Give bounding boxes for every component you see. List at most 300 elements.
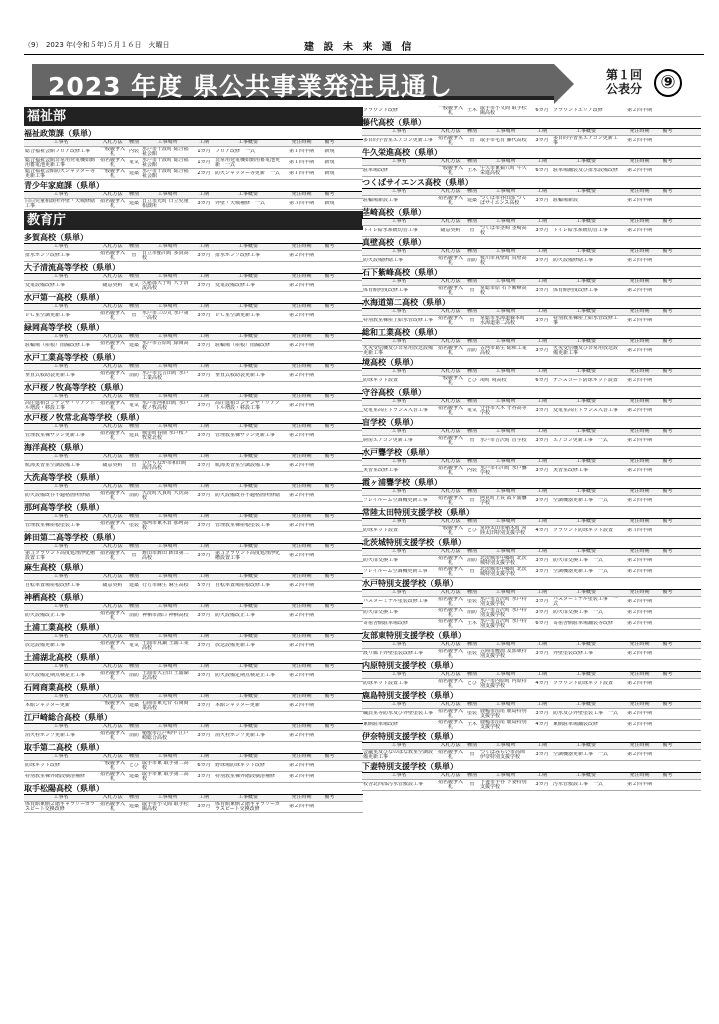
table-row <box>362 376 701 387</box>
column-header: 工期 <box>198 634 209 640</box>
column-header: 工事名 <box>53 192 69 198</box>
column-header: 工事場所 <box>495 489 516 495</box>
column-header: 種別 <box>466 459 477 465</box>
table-cell: 随意契約 <box>440 228 461 234</box>
column-header: 入札方法 <box>102 484 123 490</box>
column-header: 備考 <box>662 672 673 678</box>
column-header: 備考 <box>662 429 673 435</box>
column-header: 工事場所 <box>157 544 178 550</box>
table-cell: 一般競争入札 <box>437 165 463 176</box>
table-row <box>362 556 701 567</box>
table-cell: つくば市茎崎 茎崎高校 <box>480 225 527 236</box>
column-header: 工事場所 <box>157 634 178 640</box>
column-header: 工期 <box>198 544 209 550</box>
table-cell: 塗装 <box>466 599 477 605</box>
table-row <box>24 671 363 682</box>
column-header: 備考 <box>324 334 335 340</box>
column-header: 入札方法 <box>102 192 123 198</box>
banner-arrow <box>554 64 574 104</box>
column-header: 工期 <box>536 249 547 255</box>
column-header: 発注時期 <box>629 309 650 315</box>
table-cell: 渡り廊下外壁塗装改修工事 <box>363 651 424 657</box>
table-cell: 管 <box>131 253 137 259</box>
table-row <box>362 709 701 720</box>
table-cell: 第２四半期 <box>626 599 652 605</box>
table-cell: 電気 <box>466 408 477 414</box>
table-cell: 3カ月 <box>535 651 549 657</box>
school-name: 江戸崎総合高校（県単） <box>24 712 363 724</box>
column-header: 工期 <box>198 754 209 760</box>
table-row <box>24 802 363 813</box>
table-cell: 第２四半期 <box>626 711 652 717</box>
table-cell: 3カ月 <box>197 643 211 649</box>
table-cell: 特別教室棟屋上給水管改修工事 <box>363 318 434 324</box>
school-name: 境高校（県単） <box>362 357 701 369</box>
project-table <box>362 773 701 791</box>
table-cell: トイレ給水系統切替工事 <box>553 228 608 234</box>
column-header: 工事場所 <box>495 309 516 315</box>
table-cell: 指名競争入札 <box>437 435 463 446</box>
project-table <box>362 339 701 357</box>
column-header: 入札方法 <box>440 519 461 525</box>
table-cell: 日立市鮎川町 多賀高校 <box>142 250 189 261</box>
table-cell: 垂直式救助袋更新工事 <box>215 373 266 379</box>
table-cell: 神栖市溝口 神栖高校 <box>142 613 189 619</box>
table-cell: 防球ネット設置工事 <box>363 681 409 687</box>
table-cell: 第３グラウンド高度処理浄化槽設置工事 <box>25 550 96 561</box>
column-header: 工事名 <box>53 334 69 340</box>
table-cell: 水戸市吉沢町 水戸特別支援学校 <box>480 607 527 618</box>
table-cell: 指名競争入札 <box>437 555 463 566</box>
table-cell: 4カ月 <box>535 722 549 728</box>
table-cell: 塗装 <box>466 711 477 717</box>
table-cell: 水戸市河和田町 水戸桜ノ牧高校 <box>142 400 189 411</box>
table-cell: 指名競争入札 <box>437 648 463 659</box>
school-name: 水戸聾学校（県単） <box>362 447 701 459</box>
column-header: 種別 <box>466 189 477 195</box>
column-header: 工期 <box>536 279 547 285</box>
column-header: 工事場所 <box>157 424 178 430</box>
table-cell: 変電室高圧トランス入替工事 <box>553 408 618 414</box>
school-name: 鹿島特別支援学校（県単） <box>362 690 701 702</box>
column-header: 工事概要 <box>237 192 258 198</box>
table-cell: 防火設備改正工事 <box>25 613 66 619</box>
table-cell: 放送設備更新工事 <box>215 643 256 649</box>
column-header: 工期 <box>536 339 547 345</box>
table-cell: 防火設備修繕工事 <box>363 258 404 264</box>
column-header: 工事概要 <box>575 399 596 405</box>
table-cell: 一般競争入札 <box>437 105 463 116</box>
school-name: 内原特別支援学校（県単） <box>362 660 701 672</box>
column-header: 工事概要 <box>575 519 596 525</box>
table-row <box>362 619 701 630</box>
table-cell: 第２四半期 <box>626 348 652 354</box>
school-name: 大子清流高等学校（県単） <box>24 262 363 274</box>
column-header: 工事概要 <box>237 574 258 580</box>
column-header: 発注時期 <box>629 549 650 555</box>
column-header: 備考 <box>324 664 335 670</box>
column-header: 発注時期 <box>291 514 312 520</box>
column-header: 種別 <box>128 694 139 700</box>
column-header: 備考 <box>324 394 335 400</box>
table-cell: 笠間市鯉淵 友部東特別支援学校 <box>480 648 527 659</box>
table-row <box>362 106 701 117</box>
table-cell: 寄宿舎側駐車場舗装等改修 <box>553 621 614 627</box>
table-cell: 3カ月 <box>535 228 549 234</box>
table-cell: 新規 <box>324 201 335 207</box>
column-header: 入札方法 <box>440 459 461 465</box>
table-cell: グラウンド防球ネット設置 <box>553 681 614 687</box>
column-header: 工事概要 <box>237 140 258 146</box>
table-cell: 第２四半期 <box>626 438 652 444</box>
table-cell: 電気 <box>128 160 139 166</box>
table-cell: 指名競争入札 <box>437 285 463 296</box>
table-cell: 指名競争入札 <box>99 550 125 561</box>
column-header: 備考 <box>324 514 335 520</box>
table-cell: 指名競争入札 <box>437 749 463 760</box>
column-header: 工期 <box>198 192 209 198</box>
table-cell: 指名競争入札 <box>437 315 463 326</box>
table-row <box>362 608 701 619</box>
column-header: 発注時期 <box>629 672 650 678</box>
school-name: 藤代高校（県単） <box>362 117 701 129</box>
column-header: 工事名 <box>391 159 407 165</box>
table-cell: 会議室及びなのはな教室空調設備更新工事 <box>363 749 434 760</box>
table-cell: 一般競争入札 <box>99 760 125 771</box>
table-cell: 駐輪場新設工事 <box>363 198 399 204</box>
column-header: 発注時期 <box>629 429 650 435</box>
table-cell: 管理教室棟サッシ更新工事 <box>215 433 275 439</box>
column-header: 工事名 <box>53 140 69 146</box>
project-table <box>362 159 701 177</box>
table-cell: 防火設備修繕工事 <box>553 258 594 264</box>
table-cell: 3カ月 <box>197 733 211 739</box>
column-header: 工事場所 <box>157 394 178 400</box>
column-header: 発注時期 <box>629 459 650 465</box>
table-cell: 変電室高圧トランス入替工事 <box>363 408 428 414</box>
table-cell: 3カ月 <box>197 804 211 810</box>
table-cell: 第２四半期 <box>626 610 652 616</box>
column-header: 工期 <box>536 219 547 225</box>
column-header: 種別 <box>128 754 139 760</box>
table-cell: 建築 <box>128 804 139 810</box>
column-header: 備考 <box>324 304 335 310</box>
table-row <box>362 649 701 660</box>
column-header: 工事場所 <box>495 189 516 195</box>
table-cell: 6カ月 <box>535 378 549 384</box>
table-cell: 第２四半期 <box>288 253 314 259</box>
column-header: 備考 <box>662 339 673 345</box>
table-cell: 3カ月 <box>535 468 549 474</box>
table-cell: とび <box>466 528 477 534</box>
table-cell: 3カ月 <box>197 373 211 379</box>
table-cell: 鹿嶋市沼尾 鹿島特別支援学校 <box>480 708 527 719</box>
table-cell: 新規 <box>324 160 335 166</box>
project-table <box>362 106 701 117</box>
table-cell: 3カ月 <box>535 138 549 144</box>
table-cell: 第２四半期 <box>626 378 652 384</box>
table-cell: 3カ月 <box>197 703 211 709</box>
column-header: 種別 <box>128 394 139 400</box>
column-header: 工期 <box>536 189 547 195</box>
column-header: 入札方法 <box>440 672 461 678</box>
table-cell: 日立市光町 日立児童相談所 <box>142 198 189 209</box>
table-cell: 管 <box>469 318 475 324</box>
table-cell: 内装 <box>466 468 477 474</box>
column-header: 種別 <box>128 604 139 610</box>
column-header: 備考 <box>324 484 335 490</box>
column-header: 入札方法 <box>440 369 461 375</box>
table-cell: 電気 <box>128 643 139 649</box>
table-cell: 航海実習室空調設備工事 <box>25 463 81 469</box>
table-cell: 3カ月 <box>535 711 549 717</box>
table-cell: 指名競争入札 <box>437 255 463 266</box>
table-cell: 電気 <box>128 403 139 409</box>
column-header: 工期 <box>198 694 209 700</box>
table-cell: 防火扉交換工事 <box>363 558 399 564</box>
column-header: 工期 <box>198 364 209 370</box>
table-cell: 排水ポンプ改修工事 <box>215 253 261 259</box>
table-cell: 北茨城市中郷町 北茨城特別支援学校 <box>480 555 527 566</box>
column-header: 発注時期 <box>291 574 312 580</box>
column-header: 工期 <box>198 724 209 730</box>
column-header: 備考 <box>662 702 673 708</box>
project-table <box>24 544 363 562</box>
table-cell: 外壁塗装改修工事 <box>553 651 594 657</box>
table-cell: 塗装 <box>466 651 477 657</box>
table-cell: 3カ月 <box>197 253 211 259</box>
column-header: 備考 <box>324 192 335 198</box>
table-cell: 第３四半期 <box>288 201 314 207</box>
table-cell: 指名競争入札 <box>99 520 125 531</box>
round-line1: 第１回 <box>606 68 643 82</box>
table-cell: 第２四半期 <box>288 613 314 619</box>
table-row <box>24 431 363 442</box>
table-cell: 那珂市東木倉 那珂高校 <box>142 520 189 531</box>
school-name: 大洗高等学校（県単） <box>24 472 363 484</box>
table-cell: 垂直式救助袋更新工事 <box>25 373 76 379</box>
table-cell: 厨房エアコン更新工事 <box>363 438 413 444</box>
table-cell: 駐輪場（屋根）雨漏改修工事 <box>25 343 91 349</box>
column-header: 工事名 <box>391 519 407 525</box>
column-header: 工事名 <box>391 249 407 255</box>
table-cell: 消防 <box>466 558 477 564</box>
table-cell: 管 <box>469 438 475 444</box>
table-row <box>362 567 701 578</box>
table-cell: 高圧進相コンデンサ・リアクトル増設・移設工事 <box>25 400 95 411</box>
column-header: 工事名 <box>53 274 69 280</box>
table-cell: 第２四半期 <box>288 774 314 780</box>
column-header: 種別 <box>466 672 477 678</box>
column-header: 工事場所 <box>495 642 516 648</box>
table-row <box>362 780 701 791</box>
table-row <box>362 166 701 177</box>
round-line2: 公表分 <box>606 82 643 96</box>
column-header: 工事概要 <box>575 429 596 435</box>
table-cell: ＰＣ室空調更新工事 <box>215 313 261 319</box>
table-cell: 電気 <box>128 283 139 289</box>
column-header: 入札方法 <box>440 249 461 255</box>
school-name: 麻生高校（県単） <box>24 562 363 574</box>
column-header: 備考 <box>662 219 673 225</box>
table-cell: 消防 <box>128 613 139 619</box>
column-header: 工事概要 <box>575 279 596 285</box>
table-cell: 3カ月 <box>535 408 549 414</box>
table-row <box>24 401 363 412</box>
table-cell: 第２四半期 <box>288 373 314 379</box>
table-cell: 寄宿舎側駐車場改修 <box>363 621 409 627</box>
table-cell: テニスコート防球ネット設置 <box>553 378 618 384</box>
table-cell: 特別教室棟屋上給水管改修工事 <box>553 315 619 326</box>
table-cell: 外壁・天城補修 一式 <box>215 201 266 207</box>
table-cell: 桜川市真壁町 真壁高校 <box>480 255 527 266</box>
column-header: 備考 <box>324 140 335 146</box>
table-cell: 取手市東 取手第二高校 <box>142 760 189 771</box>
column-header: 備考 <box>324 364 335 370</box>
column-header: 発注時期 <box>291 244 312 250</box>
column-header: 工期 <box>198 140 209 146</box>
table-cell: 指名競争入札 <box>99 340 125 351</box>
column-header: 工事名 <box>53 424 69 430</box>
table-cell: 体育館東側２階ギャラリーガラスビート交換改修 <box>215 801 280 812</box>
column-header: 入札方法 <box>440 642 461 648</box>
project-table <box>362 489 701 507</box>
column-header: 種別 <box>128 274 139 280</box>
table-cell: ひたちなか市和田町 海洋高校 <box>142 460 188 471</box>
table-cell: 3カ月 <box>197 493 211 499</box>
table-cell: 第２四半期 <box>288 703 314 709</box>
project-table <box>24 634 363 652</box>
table-cell: 第２四半期 <box>288 763 314 769</box>
table-cell: 境町 境高校 <box>480 378 507 384</box>
school-name: つくばサイエンス高校（県単） <box>362 177 701 189</box>
column-header: 入札方法 <box>102 574 123 580</box>
column-header: 種別 <box>128 484 139 490</box>
column-header: 備考 <box>662 489 673 495</box>
column-header: 工事概要 <box>575 369 596 375</box>
column-header: 工期 <box>198 304 209 310</box>
column-header: 入札方法 <box>102 664 123 670</box>
table-cell: 消防 <box>128 373 139 379</box>
school-name: 土浦湖北高校（県単） <box>24 652 363 664</box>
table-cell: 新規 <box>324 149 335 155</box>
table-cell: 第２四半期 <box>626 408 652 414</box>
table-cell: 随意契約 <box>102 583 123 589</box>
table-cell: 大洗町大貫町 大洗高校 <box>142 490 189 501</box>
table-cell: 消防 <box>466 258 477 264</box>
column-header: 発注時期 <box>291 304 312 310</box>
table-cell: 3カ月 <box>535 498 549 504</box>
table-cell: 3カ月 <box>197 433 211 439</box>
column-header: 発注時期 <box>629 369 650 375</box>
column-header: 工事場所 <box>157 664 178 670</box>
table-cell: 第１四半期 <box>288 171 314 177</box>
school-name: 石下紫峰高校（県単） <box>362 267 701 279</box>
column-header: 種別 <box>466 590 477 596</box>
table-row <box>24 731 363 742</box>
table-cell: 指名競争入札 <box>437 405 463 416</box>
column-header: 備考 <box>324 634 335 640</box>
column-header: 工事名 <box>53 724 69 730</box>
table-cell: 第２四半期 <box>288 343 314 349</box>
column-header: 工事名 <box>391 702 407 708</box>
table-cell: 3カ月 <box>535 438 549 444</box>
table-cell: 水戸市千波町 総合福祉会館 <box>142 157 189 168</box>
table-cell: 管 <box>131 463 137 469</box>
project-table <box>362 219 701 237</box>
column-header: 発注時期 <box>291 694 312 700</box>
column-header: 工事概要 <box>237 244 258 250</box>
school-name: 福祉政策課（県単） <box>24 128 363 140</box>
column-header: 工事場所 <box>157 604 178 610</box>
column-header: 工期 <box>198 394 209 400</box>
table-cell: 随意契約 <box>102 283 123 289</box>
column-header: 発注時期 <box>291 724 312 730</box>
school-name: 総和工業高校（県単） <box>362 327 701 339</box>
column-header: 種別 <box>128 424 139 430</box>
column-header: 備考 <box>662 159 673 165</box>
table-cell: 体育館東側２階ギャラリーガラスビート交換改修 <box>25 801 95 812</box>
table-cell: 第２四半期 <box>288 643 314 649</box>
column-header: 発注時期 <box>291 334 312 340</box>
column-header: 工事概要 <box>237 424 258 430</box>
table-cell: 建築 <box>466 198 477 204</box>
table-cell: 第２四半期 <box>626 498 652 504</box>
column-header: 備考 <box>324 574 335 580</box>
column-header: 工事概要 <box>575 773 596 779</box>
table-cell: 第２四半期 <box>626 681 652 687</box>
table-cell: 水戸市元吉田町 水戸工業高校 <box>142 370 189 381</box>
table-cell: 指名競争入札 <box>99 310 125 321</box>
table-cell: 指名競争入札 <box>437 345 463 356</box>
school-name: 那珂高等学校（県単） <box>24 502 363 514</box>
column-header: 工事概要 <box>237 724 258 730</box>
column-header: 種別 <box>466 219 477 225</box>
school-name: 友部東特別支援学校（県単） <box>362 630 701 642</box>
column-header: 工事場所 <box>495 519 516 525</box>
column-header: 工期 <box>198 244 209 250</box>
column-header: 工事名 <box>53 484 69 490</box>
column-header: 種別 <box>128 544 139 550</box>
table-cell: 水戸市千波町 総合福祉会館 <box>142 168 189 179</box>
column-header: 工事場所 <box>157 694 178 700</box>
table-row <box>362 316 701 327</box>
table-cell: 水戸市吉沢町 水戸特別支援学校 <box>480 618 527 629</box>
table-cell: 管理教室棟屋根塗装工事 <box>25 523 81 529</box>
table-cell: 指名競争入札 <box>437 566 463 577</box>
column-header: 工事名 <box>391 429 407 435</box>
table-cell: 放送設備更新工事 <box>25 643 66 649</box>
table-cell: 第２四半期 <box>288 673 314 679</box>
right-column <box>362 106 701 791</box>
table-cell: 消火栓ポンプ更新工事 <box>215 733 266 739</box>
table-cell: 第２四半期 <box>288 583 314 589</box>
column-header: 種別 <box>466 279 477 285</box>
table-row <box>362 679 701 690</box>
project-table <box>24 304 363 322</box>
table-cell: 5カ月 <box>197 583 211 589</box>
table-row <box>24 169 363 180</box>
table-cell: 空調機器更新工事 一式 <box>553 569 609 575</box>
table-cell: 防球ネット設置 <box>363 528 399 534</box>
table-cell: 消火栓ポンプ更新工事 <box>25 733 76 739</box>
table-cell: エアコン更新工事 一式 <box>553 438 608 444</box>
column-header: 備考 <box>324 454 335 460</box>
column-header: 備考 <box>662 642 673 648</box>
table-cell: 高圧進相コンデンサ・リアクトル増設・移設工事 <box>215 400 280 411</box>
column-header: 工事名 <box>53 544 69 550</box>
project-table <box>362 672 701 690</box>
